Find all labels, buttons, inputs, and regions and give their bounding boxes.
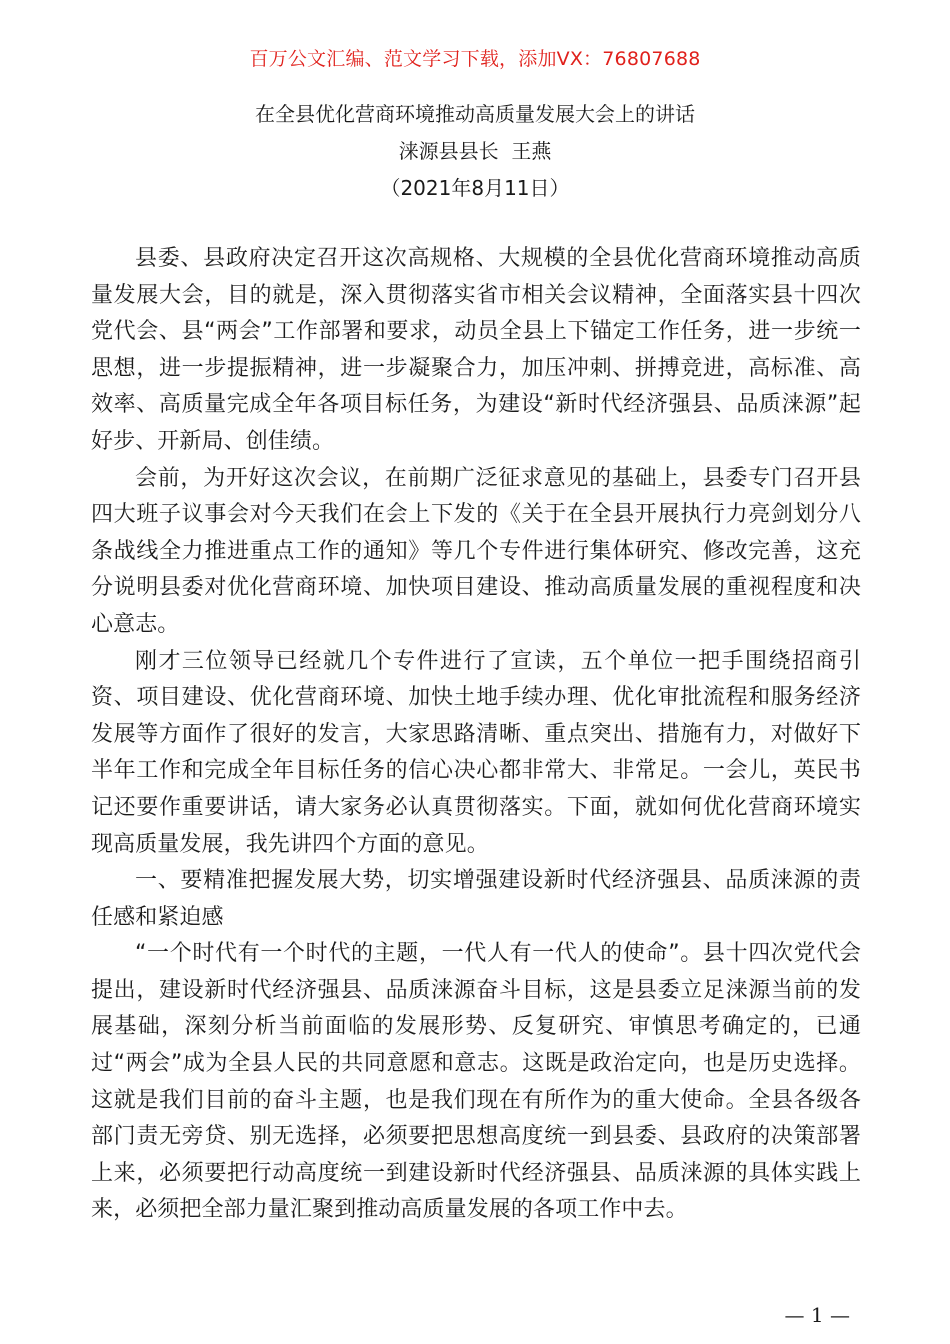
document-body: [91, 241, 861, 1229]
paragraph: 县委、县政府决定召开这次高规格、大规模的全县优化营商环境推动高质量发展大会，目的就是，深入贯彻落实省市相关会议精神，全面落实县十四次党代会、县“两会”工作部署和要求，动员全县上下锚定工作任务，进一步统一思想，进一步提振精神，进一步凝聚合力，加压冲刺、拼搏竞进，高标准、高效率、高质量完成全年各项目标任务，为建设“新时代经济强县、品质涞源”起好步、开新局、创佳绩。: [91, 246, 861, 454]
section-heading: 一、要精准把握发展大势，切实增强建设新时代经济强县、品质涞源的责任感和紧迫感: [91, 868, 861, 930]
speaker-line: 涞源县县长 王燕: [398, 139, 552, 163]
speech-date: （2021年8月11日）: [380, 176, 570, 200]
page-number: — 1 —: [784, 1303, 850, 1327]
paragraph: 刚才三位领导已经就几个专件进行了宣读，五个单位一把手围绕招商引资、项目建设、优化营商环境、加快土地手续办理、优化审批流程和服务经济发展等方面作了很好的发言，大家思路清晰、重点突出、措施有力，对做好下半年工作和完成全年目标任务的信心决心都非常大、非常足。一会儿，英民书记还要作重要讲话，请大家务必认真贯彻落实。下面，就如何优化营商环境实现高质量发展，我先讲四个方面的意见。: [91, 648, 861, 857]
paragraph: 会前，为开好这次会议，在前期广泛征求意见的基础上，县委专门召开县四大班子议事会对今天我们在会上下发的《关于在全县开展执行力亮剑划分八条战线全力推进重点工作的通知》等几个专件进行集体研究、修改完善，这充分说明县委对优化营商环境、加快项目建设、推动高质量发展的重视程度和决心意志。: [91, 465, 861, 637]
document-title: 在全县优化营商环境推动高质量发展大会上的讲话: [255, 102, 695, 126]
promo-banner: 百万公文汇编、范文学习下载，添加VX：76807688: [249, 48, 701, 70]
paragraph: “一个时代有一个时代的主题，一代人有一代人的使命”。县十四次党代会提出，建设新时代经济强县、品质涞源奋斗目标，这是县委立足涞源当前的发展基础，深刻分析当前面临的发展形势、反复研究、审慎思考确定的，已通过“两会”成为全县人民的共同意愿和意志。这既是政治定向，也是历史选择。这就是我们目前的奋斗主题，也是我们现在有所作为的重大使命。全县各级各部门责无旁贷、别无选择，必须要把思想高度统一到县委、县政府的决策部署上来，必须要把行动高度统一到建设新时代经济强县、品质涞源的具体实践上来，必须把全部力量汇聚到推动高质量发展的各项工作中去。: [91, 941, 861, 1223]
title-block: [0, 96, 950, 207]
